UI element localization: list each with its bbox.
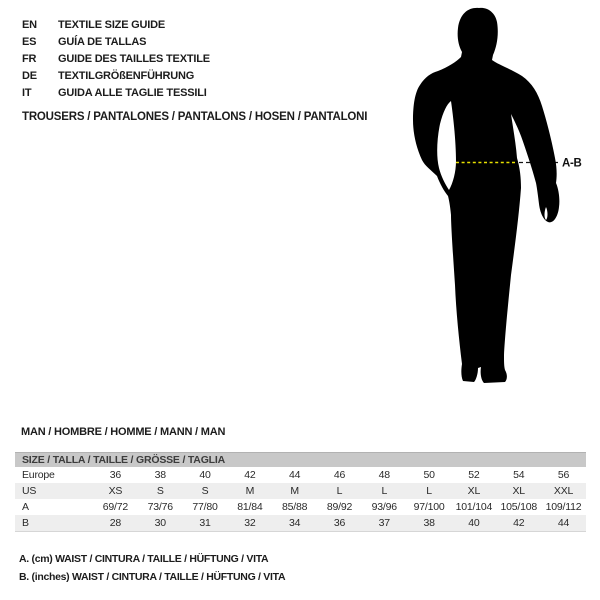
size-cell: XS xyxy=(108,485,123,497)
language-row xyxy=(22,16,210,33)
language-title: GUÍA DE TALLAS xyxy=(58,35,147,48)
size-cell: 48 xyxy=(378,469,390,481)
size-cell: 31 xyxy=(199,517,211,529)
size-cell: M xyxy=(290,485,299,497)
size-cell: 36 xyxy=(109,469,122,481)
language-code: IT xyxy=(22,86,32,99)
language-row xyxy=(22,50,210,67)
size-cell: XXL xyxy=(553,485,574,497)
size-cell: 30 xyxy=(154,517,166,529)
man-silhouette-path xyxy=(413,8,559,383)
size-cell: 54 xyxy=(513,469,525,481)
size-cell: 97/100 xyxy=(413,501,445,513)
language-title: GUIDE DES TAILLES TEXTILE xyxy=(58,52,210,65)
size-cell: XL xyxy=(467,485,481,497)
language-row xyxy=(22,33,210,50)
size-table xyxy=(15,452,586,532)
row-label: US xyxy=(22,485,37,497)
footnote-b-inches: B. (inches) WAIST / CINTURA / TAILLE / HÜFTUNG / VITA xyxy=(19,571,286,583)
gender-heading: MAN / HOMBRE / HOMME / MANN / MAN xyxy=(21,426,226,438)
size-cell: 40 xyxy=(199,469,211,481)
size-cell: 44 xyxy=(289,469,301,481)
row-label: Europe xyxy=(22,469,55,481)
size-cell: L xyxy=(426,485,432,497)
size-cell: 56 xyxy=(557,469,570,481)
size-cell: 38 xyxy=(154,469,166,481)
table-row-b-inches xyxy=(15,515,586,531)
size-cell: 109/112 xyxy=(545,501,582,513)
size-cell: 93/96 xyxy=(371,501,397,513)
size-cell: 81/84 xyxy=(237,501,263,513)
size-cell: 44 xyxy=(557,517,570,529)
language-code: ES xyxy=(22,35,37,48)
size-cell: 89/92 xyxy=(326,501,353,513)
size-cell: 37 xyxy=(378,517,390,529)
size-cell: 105/108 xyxy=(500,501,537,513)
size-cell: 73/76 xyxy=(147,501,173,513)
language-list xyxy=(22,16,210,101)
language-title: TEXTILGRÖßENFÜHRUNG xyxy=(58,69,195,82)
language-code: FR xyxy=(22,52,37,65)
row-label: A xyxy=(22,501,29,513)
size-cell: XL xyxy=(512,485,525,497)
garment-heading: TROUSERS / PANTALONES / PANTALONS / HOSEN / PANTALONI xyxy=(22,111,368,123)
size-cell: 77/80 xyxy=(192,501,218,513)
language-code: EN xyxy=(22,18,37,31)
size-cell: 42 xyxy=(244,469,256,481)
size-cell: 42 xyxy=(513,517,525,529)
size-cell: 46 xyxy=(333,469,346,481)
language-title: GUIDA ALLE TAGLIE TESSILI xyxy=(58,86,207,99)
table-row-a-cm xyxy=(15,499,586,515)
size-cell: 32 xyxy=(244,517,256,529)
table-row-europe xyxy=(15,467,586,483)
man-silhouette-svg xyxy=(395,0,600,430)
measure-label: A-B xyxy=(562,157,582,170)
size-cell: 52 xyxy=(468,469,480,481)
size-cell: 69/72 xyxy=(102,501,129,513)
size-cell: L xyxy=(336,485,343,497)
table-row-us xyxy=(15,483,586,499)
language-row xyxy=(22,67,210,84)
size-cell: S xyxy=(156,485,164,497)
language-title: TEXTILE SIZE GUIDE xyxy=(58,18,166,31)
size-cell: 36 xyxy=(333,517,346,529)
size-table-header: SIZE / TALLA / TAILLE / GRÖSSE / TAGLIA xyxy=(15,452,586,467)
size-cell: 28 xyxy=(109,517,122,529)
footnote-a-cm: A. (cm) WAIST / CINTURA / TAILLE / HÜFTUNG / VITA xyxy=(19,553,269,565)
size-cell: L xyxy=(381,485,388,497)
size-cell: M xyxy=(245,485,255,497)
language-code: DE xyxy=(22,69,37,82)
language-row xyxy=(22,84,210,101)
size-cell: S xyxy=(201,485,209,497)
man-silhouette-figure xyxy=(395,0,600,430)
size-cell: 85/88 xyxy=(282,501,308,513)
size-cell: 40 xyxy=(468,517,480,529)
size-cell: 50 xyxy=(423,469,435,481)
row-label: B xyxy=(22,517,29,529)
size-cell: 34 xyxy=(289,517,301,529)
footnotes xyxy=(19,550,285,586)
size-cell: 101/104 xyxy=(455,501,493,513)
size-cell: 38 xyxy=(423,517,435,529)
